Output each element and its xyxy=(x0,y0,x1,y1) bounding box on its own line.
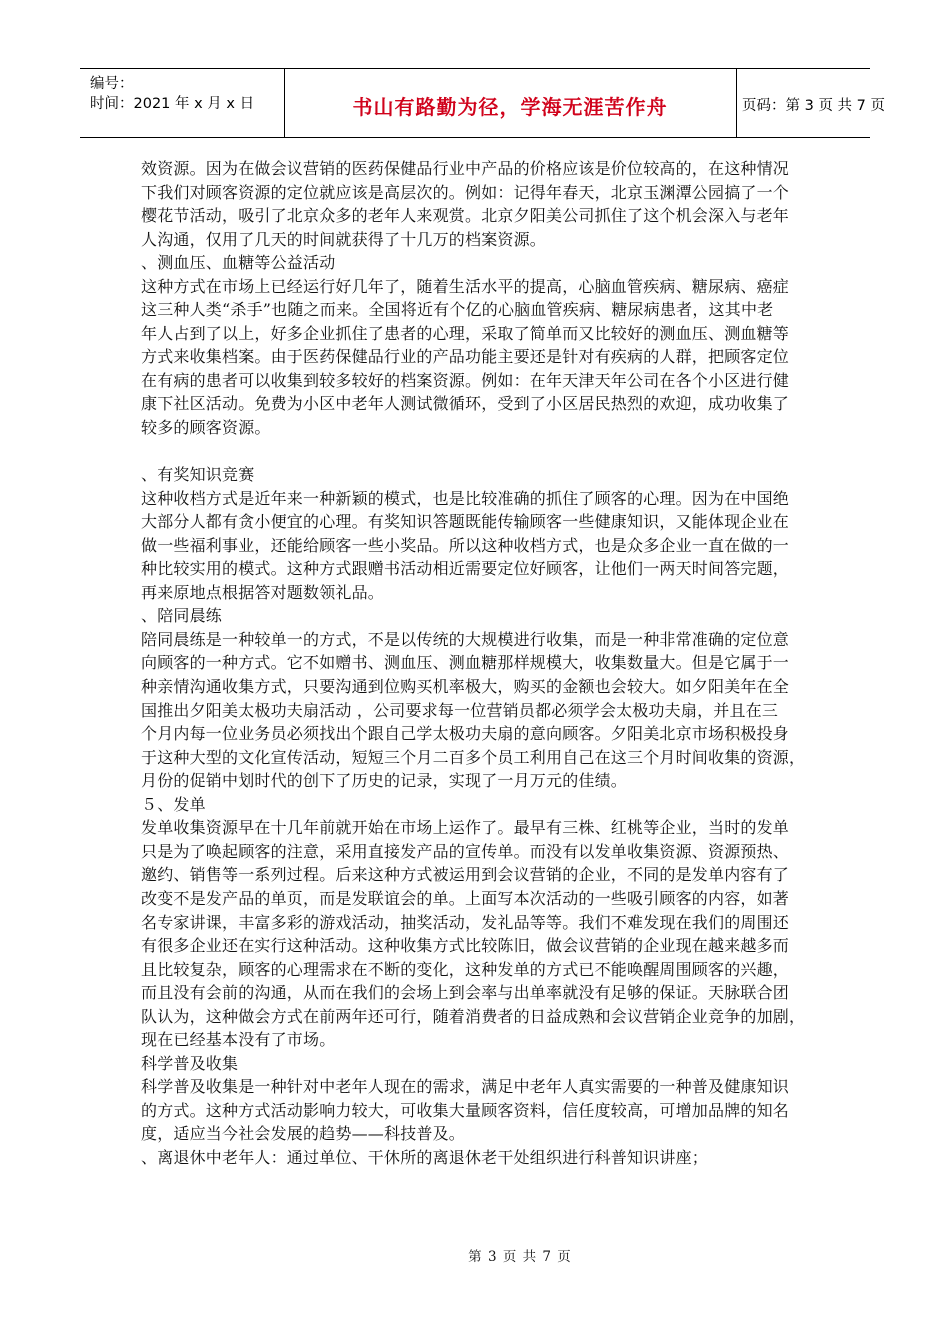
header-meta-cell xyxy=(80,69,285,137)
body-text-line: 有很多企业还在实行这种活动。这种收集方式比较陈旧，做会议营销的企业现在越来越多而 xyxy=(141,936,790,956)
header-motto-cell xyxy=(284,69,737,137)
header-page-cell xyxy=(736,69,885,137)
body-text-line: 度，适应当今社会发展的趋势——科技普及。 xyxy=(141,1124,466,1144)
body-text-line: 年人占到了以上，好多企业抓住了患者的心理，采取了简单而又比较好的测血压、测血糖等 xyxy=(141,323,790,343)
body-text-line: 这种方式在市场上已经运行好几年了，随着生活水平的提高，心脑血管疾病、糖尿病、癌症 xyxy=(141,276,790,296)
body-text-line: 现在已经基本没有了市场。 xyxy=(141,1030,336,1050)
body-text-line: 、测血压、血糖等公益活动 xyxy=(141,253,336,273)
body-text-line xyxy=(141,440,821,464)
document-header xyxy=(80,68,885,138)
body-text-line: 邀约、销售等一系列过程。后来这种方式被运用到会议营销的企业，不同的是发单内容有了 xyxy=(141,865,790,885)
body-text-line: 人沟通，仅用了几天的时间就获得了十几万的档案资源。 xyxy=(141,229,547,249)
body-text-line: 大部分人都有贪小便宜的心理。有奖知识答题既能传输顾客一些健康知识，又能体现企业在 xyxy=(141,512,790,532)
body-text-line: 向顾客的一种方式。它不如赠书、测血压、测血糖那样规模大，收集数量大。但是它属于一 xyxy=(141,653,790,673)
page-footer: 第 3 页 共 7 页 xyxy=(468,1249,572,1265)
body-text-line: 于这种大型的文化宣传活动，短短三个月二百多个员工利用自己在这三个月时间收集的资源， xyxy=(141,747,806,767)
body-text-line: 方式来收集档案。由于医药保健品行业的产品功能主要还是针对有疾病的人群，把顾客定位 xyxy=(141,347,790,367)
body-text-line: 且比较复杂，顾客的心理需求在不断的变化，这种发单的方式已不能唤醒周围顾客的兴趣， xyxy=(141,959,790,979)
header-motto: 书山有路勤为径，学海无涯苦作舟 xyxy=(352,95,668,119)
body-text-line: 科学普及收集 xyxy=(141,1053,239,1073)
body-text-line: 种亲情沟通收集方式，只要沟通到位购买机率极大，购买的金额也会较大。如夕阳美年在全 xyxy=(141,677,790,697)
body-text-line: 陪同晨练是一种较单一的方式，不是以传统的大规模进行收集，而是一种非常准确的定位意 xyxy=(141,629,790,649)
body-text-line: 、离退休中老年人：通过单位、干休所的离退休老干处组织进行科普知识讲座； xyxy=(141,1147,709,1167)
body-text-line: 在有病的患者可以收集到较多较好的档案资源。例如：在年天津天年公司在各个小区进行健 xyxy=(141,370,790,390)
body-text-line: 这三种人类“杀手”也随之而来。全国将近有个亿的心脑血管疾病、糖尿病患者，这其中老 xyxy=(141,300,774,320)
body-text-line: 个月内每一位业务员必须找出个跟自己学太极功夫扇的意向顾客。夕阳美北京市场积极投身 xyxy=(141,724,790,744)
body-text-line: 而且没有会前的沟通，从而在我们的会场上到会率与出单率就没有足够的保证。天脉联合团 xyxy=(141,983,790,1003)
body-text-line: 这种收档方式是近年来一种新颖的模式，也是比较准确的抓住了顾客的心理。因为在中国绝 xyxy=(141,488,790,508)
body-text-line: 做一些福利事业，还能给顾客一些小奖品。所以这种收档方式，也是众多企业一直在做的一 xyxy=(141,535,790,555)
body-text-line: 月份的促销中划时代的创下了历史的记录，实现了一月万元的佳绩。 xyxy=(141,771,628,791)
body-text-line: 改变不是发产品的单页，而是发联谊会的单。上面写本次活动的一些吸引顾客的内容，如著 xyxy=(141,888,790,908)
body-text-line: 、陪同晨练 xyxy=(141,606,223,626)
body-text-line: 的方式。这种方式活动影响力较大，可收集大量顾客资料，信任度较高，可增加品牌的知名 xyxy=(141,1100,790,1120)
body-text-line: 科学普及收集是一种针对中老年人现在的需求，满足中老年人真实需要的一种普及健康知识 xyxy=(141,1077,790,1097)
body-text-line: 种比较实用的模式。这种方式跟赠书活动相近需要定位好顾客，让他们一两天时间答完题， xyxy=(141,559,790,579)
document-number-label: 编号： xyxy=(90,76,134,92)
body-text-line: 国推出夕阳美太极功夫扇活动 ，公司要求每一位营销员都必须学会太极功夫扇，并且在三 xyxy=(141,700,779,720)
body-text-line: ５、发单 xyxy=(141,794,206,814)
body-text-line: 下我们对顾客资源的定位就应该是高层次的。例如：记得年春天，北京玉渊潭公园搞了一个 xyxy=(141,182,790,202)
body-text-line: 只是为了唤起顾客的注意，采用直接发产品的宣传单。而没有以发单收集资源、资源预热、 xyxy=(141,841,790,861)
body-text-line: 再来原地点根据答对题数领礼品。 xyxy=(141,582,385,602)
body-text-line: 发单收集资源早在十几年前就开始在市场上运作了。最早有三株、红桃等企业，当时的发单 xyxy=(141,818,790,838)
body-text-line: 、有奖知识竞赛 xyxy=(141,465,255,485)
document-body xyxy=(141,157,821,1170)
header-page-code: 页码：第 3 页 共 7 页 xyxy=(742,98,885,114)
body-text-line: 效资源。因为在做会议营销的医药保健品行业中产品的价格应该是价位较高的，在这种情况 xyxy=(141,159,790,178)
body-text-line: 名专家讲课，丰富多彩的游戏活动，抽奖活动，发礼品等等。我们不难发现在我们的周围还 xyxy=(141,912,790,932)
body-text-line: 康下社区活动。免费为小区中老年人测试微循环，受到了小区居民热烈的欢迎，成功收集了 xyxy=(141,394,790,414)
body-text-line: 较多的顾客资源。 xyxy=(141,418,271,438)
body-text-line: 樱花节活动，吸引了北京众多的老年人来观赏。北京夕阳美公司抓住了这个机会深入与老年 xyxy=(141,206,790,226)
document-date-label: 时间：2021 年 x 月 x 日 xyxy=(90,96,255,112)
body-text-line: 队认为，这种做会方式在前两年还可行，随着消费者的日益成熟和会议营销企业竞争的加剧， xyxy=(141,1006,806,1026)
